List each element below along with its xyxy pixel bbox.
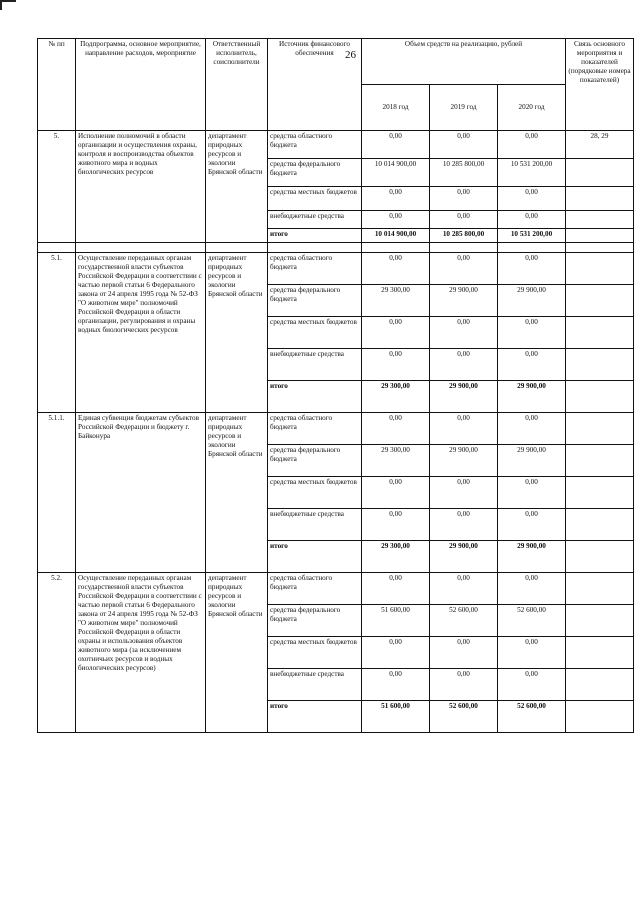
indicator-link (566, 605, 634, 637)
amount-2020: 0,00 (498, 573, 566, 605)
amount-2019: 52 600,00 (430, 701, 498, 733)
indicator-link (566, 445, 634, 477)
amount-2018: 10 014 900,00 (362, 159, 430, 187)
section-name: Единая субвенция бюджетам субъектов Российской Федерации и бюджету г. Байконура (76, 413, 206, 573)
section-responsible: департамент природных ресурсов и экологии Брянской области (206, 413, 268, 573)
funding-source: средства федерального бюджета (268, 285, 362, 317)
section-name: Исполнение полномочий в области организации и осуществления охраны, контроля и воспроизводства объектов животного мира и водных биологических ресурсов (76, 131, 206, 243)
section-responsible: департамент природных ресурсов и экологии Брянской области (206, 573, 268, 733)
amount-2019: 0,00 (430, 317, 498, 349)
budget-table (37, 38, 634, 733)
section-number: 5. (38, 131, 76, 243)
amount-2020: 0,00 (498, 669, 566, 701)
amount-2020: 0,00 (498, 477, 566, 509)
indicator-link (566, 211, 634, 229)
funding-source: средства федерального бюджета (268, 445, 362, 477)
header-responsible: Ответственный исполнитель, соисполнители (206, 39, 268, 131)
funding-source: итого (268, 701, 362, 733)
indicator-link (566, 669, 634, 701)
amount-2019: 0,00 (430, 637, 498, 669)
amount-2019: 0,00 (430, 573, 498, 605)
section-number: 5.2. (38, 573, 76, 733)
empty-cell (498, 243, 566, 253)
empty-cell (566, 243, 634, 253)
indicator-link (566, 413, 634, 445)
amount-2019: 52 600,00 (430, 605, 498, 637)
amount-2018: 0,00 (362, 317, 430, 349)
section-responsible: департамент природных ресурсов и экологии Брянской области (206, 131, 268, 243)
funding-source: итого (268, 229, 362, 243)
funding-source: итого (268, 381, 362, 413)
indicator-link (566, 253, 634, 285)
amount-2019: 0,00 (430, 477, 498, 509)
indicator-link: 28, 29 (566, 131, 634, 159)
amount-2018: 51 600,00 (362, 605, 430, 637)
funding-source: внебюджетные средства (268, 669, 362, 701)
indicator-link (566, 637, 634, 669)
spacer-row (38, 243, 634, 253)
amount-2020: 10 531 200,00 (498, 229, 566, 243)
amount-2018: 0,00 (362, 349, 430, 381)
amount-2018: 0,00 (362, 509, 430, 541)
amount-2018: 0,00 (362, 413, 430, 445)
amount-2019: 29 900,00 (430, 445, 498, 477)
funding-source: средства местных бюджетов (268, 477, 362, 509)
indicator-link (566, 381, 634, 413)
empty-cell (38, 243, 76, 253)
funding-source: средства областного бюджета (268, 253, 362, 285)
funding-source: средства областного бюджета (268, 573, 362, 605)
amount-2020: 0,00 (498, 637, 566, 669)
funding-source: средства областного бюджета (268, 413, 362, 445)
amount-2019: 0,00 (430, 187, 498, 211)
funding-source: внебюджетные средства (268, 349, 362, 381)
header-link: Связь основного мероприятия и показателей (порядковые номера показателей) (566, 39, 634, 131)
funding-source: итого (268, 541, 362, 573)
amount-2020: 52 600,00 (498, 701, 566, 733)
table-row (38, 413, 634, 445)
indicator-link (566, 229, 634, 243)
indicator-link (566, 349, 634, 381)
amount-2020: 0,00 (498, 413, 566, 445)
amount-2020: 0,00 (498, 187, 566, 211)
header-year-2019: 2019 год (430, 85, 498, 131)
empty-cell (430, 243, 498, 253)
amount-2020: 10 531 200,00 (498, 159, 566, 187)
empty-cell (206, 243, 268, 253)
amount-2018: 0,00 (362, 669, 430, 701)
indicator-link (566, 701, 634, 733)
amount-2020: 29 900,00 (498, 285, 566, 317)
empty-cell (76, 243, 206, 253)
funding-source: средства федерального бюджета (268, 605, 362, 637)
amount-2020: 29 900,00 (498, 381, 566, 413)
section-number: 5.1.1. (38, 413, 76, 573)
indicator-link (566, 285, 634, 317)
indicator-link (566, 541, 634, 573)
indicator-link (566, 317, 634, 349)
amount-2019: 0,00 (430, 211, 498, 229)
amount-2019: 29 900,00 (430, 541, 498, 573)
funding-source: средства областного бюджета (268, 131, 362, 159)
section-responsible: департамент природных ресурсов и экологии Брянской области (206, 253, 268, 413)
amount-2019: 0,00 (430, 131, 498, 159)
header-volume: Объем средств на реализацию, рублей (362, 39, 566, 85)
amount-2020: 0,00 (498, 253, 566, 285)
amount-2018: 0,00 (362, 637, 430, 669)
section-name: Осуществление переданных органам государственной власти субъектов Российской Федерации в соответствии с частью первой статьи 6 Федерального закона от 24 апреля 1995 года № 52-ФЗ "О животном мире" полномочий Российской Федерации в области охраны и использования объектов животного мира (за исключением охотничьих ресурсов и водных биологических ресурсов) (76, 573, 206, 733)
amount-2018: 0,00 (362, 573, 430, 605)
amount-2019: 0,00 (430, 509, 498, 541)
amount-2019: 29 900,00 (430, 285, 498, 317)
indicator-link (566, 187, 634, 211)
amount-2020: 29 900,00 (498, 445, 566, 477)
amount-2020: 0,00 (498, 131, 566, 159)
header-source: Источник финансового обеспечения (268, 39, 362, 131)
amount-2018: 0,00 (362, 187, 430, 211)
amount-2020: 0,00 (498, 349, 566, 381)
amount-2019: 0,00 (430, 253, 498, 285)
page-number: 26 (345, 49, 356, 61)
section-number: 5.1. (38, 253, 76, 413)
amount-2019: 0,00 (430, 349, 498, 381)
amount-2019: 0,00 (430, 413, 498, 445)
header-program: Подпрограмма, основное мероприятие, направление расходов, мероприятие (76, 39, 206, 131)
section-name: Осуществление переданных органам государственной власти субъектов Российской Федерации в соответствии с частью первой статьи 6 Федерального закона от 24 апреля 1995 года № 52-ФЗ "О животном мире" полномочий Российской Федерации в области организации, регулирования и охраны водных биологических ресурсов (76, 253, 206, 413)
amount-2018: 29 300,00 (362, 381, 430, 413)
amount-2018: 29 300,00 (362, 541, 430, 573)
amount-2019: 10 285 800,00 (430, 159, 498, 187)
funding-source: средства местных бюджетов (268, 187, 362, 211)
amount-2018: 0,00 (362, 477, 430, 509)
funding-source: средства федерального бюджета (268, 159, 362, 187)
header-year-2018: 2018 год (362, 85, 430, 131)
amount-2020: 29 900,00 (498, 541, 566, 573)
amount-2020: 0,00 (498, 211, 566, 229)
amount-2019: 29 900,00 (430, 381, 498, 413)
table-row (38, 573, 634, 605)
amount-2018: 10 014 900,00 (362, 229, 430, 243)
amount-2018: 29 300,00 (362, 285, 430, 317)
funding-source: внебюджетные средства (268, 509, 362, 541)
header-no: № пп (38, 39, 76, 131)
empty-cell (362, 243, 430, 253)
amount-2020: 0,00 (498, 317, 566, 349)
amount-2018: 0,00 (362, 131, 430, 159)
empty-cell (268, 243, 362, 253)
amount-2019: 0,00 (430, 669, 498, 701)
amount-2018: 51 600,00 (362, 701, 430, 733)
indicator-link (566, 573, 634, 605)
funding-source: средства местных бюджетов (268, 637, 362, 669)
amount-2020: 52 600,00 (498, 605, 566, 637)
funding-source: внебюджетные средства (268, 211, 362, 229)
indicator-link (566, 509, 634, 541)
amount-2018: 29 300,00 (362, 445, 430, 477)
amount-2018: 0,00 (362, 253, 430, 285)
corner-mark (0, 0, 16, 10)
indicator-link (566, 477, 634, 509)
amount-2020: 0,00 (498, 509, 566, 541)
indicator-link (566, 159, 634, 187)
table-row (38, 253, 634, 285)
amount-2019: 10 285 800,00 (430, 229, 498, 243)
amount-2018: 0,00 (362, 211, 430, 229)
header-year-2020: 2020 год (498, 85, 566, 131)
table-row (38, 131, 634, 159)
funding-source: средства местных бюджетов (268, 317, 362, 349)
